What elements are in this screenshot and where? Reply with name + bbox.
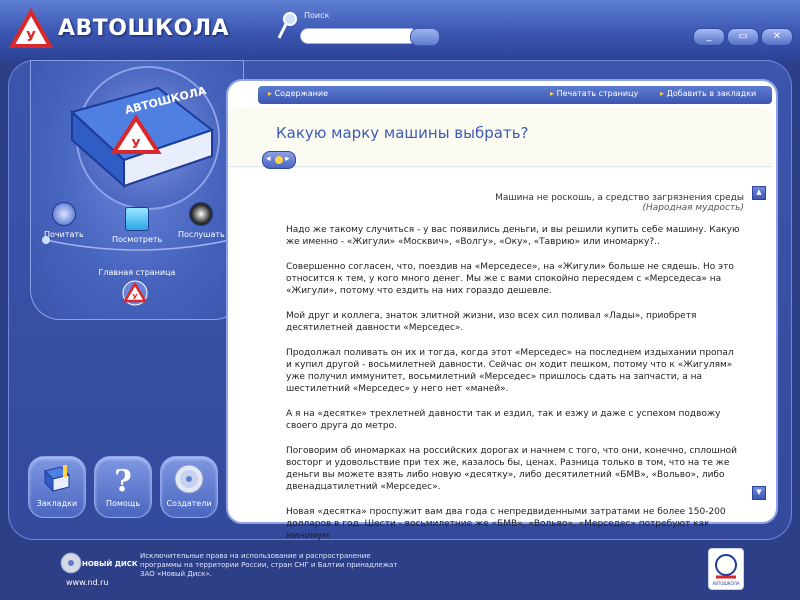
article-paragraph: Новая «десятка» проспужит вам два года с непредвиденными затратами не более 150-200 долларов в год. Шести - восьмилетние же «БМВ», «Вольво», «Мерседес» потребуют как минимум [286, 507, 726, 541]
article-paragraph: Продолжал поливать он их и тогда, когда этот «Мерседес» на последнем издыхании пропал и купил другой - восьмилетней давности. Сейчас он ходит пешком, потому что к «Жигулям» уже получил иммунитет, восьмилетний «Мерседес» пришлось сдать на запчасти, а на шестилетний «Мерседес» у него нет «маней». [286, 348, 734, 394]
nav-read[interactable] [44, 202, 84, 239]
book-cover-icon[interactable] [66, 86, 216, 196]
svg-text:У: У [132, 293, 138, 301]
badge-text: АВТОШКОЛА [712, 581, 740, 586]
svg-text:?: ? [114, 464, 132, 499]
epigraph-source: (Народная мудрость) [642, 203, 744, 213]
bookmarks-button[interactable] [28, 456, 86, 518]
warning-triangle-logo-icon [10, 10, 52, 48]
question-mark-icon [107, 463, 139, 499]
prev-arrow-icon[interactable]: ◂ [266, 154, 271, 164]
nav-read-label: Почитать [44, 230, 84, 239]
speaker-icon [189, 202, 213, 226]
article-body [286, 224, 742, 541]
next-arrow-icon[interactable]: ▸ [285, 154, 290, 164]
scroll-up-icon[interactable]: ▲ [752, 186, 766, 200]
search-input[interactable] [300, 28, 418, 44]
article-paragraph: Совершенно согласен, что, поездив на «Мерседесе», на «Жигули» больше не сядешь. Но это относится к тем, у кого много денег. Мы же с вами спокойно пересядем с «Мерседеса» на «Жигули», потому что ездить на них гораздо дешевле. [286, 262, 734, 296]
nav-watch-label: Посмотреть [112, 235, 163, 244]
disk-label: НОВЫЙ ДИСК [82, 560, 138, 568]
novy-disk-logo-icon [60, 552, 138, 574]
home-triangle-icon[interactable] [120, 279, 150, 305]
tab-contents[interactable]: ▸ Содержание [268, 89, 328, 98]
svg-text:У: У [25, 30, 37, 45]
film-icon [125, 207, 149, 231]
creators-button[interactable] [160, 456, 218, 518]
epigraph [495, 193, 744, 213]
scroll-down-icon[interactable]: ▼ [752, 486, 766, 500]
award-badge-icon [708, 548, 744, 590]
restore-button[interactable]: ▭ [727, 28, 759, 46]
cd-disc-icon [173, 463, 205, 495]
app-title: АВТОШКОЛА [58, 16, 230, 41]
search-label: Поиск [304, 11, 330, 20]
copyright-text: Исключительные права на использование и распространение программы на территории России, стран СНГ и Балтии принадлежат ЗАО «Новый Диск». [140, 552, 398, 578]
tab-add-bookmark[interactable]: ▸ Добавить в закладки [660, 89, 756, 98]
nav-watch[interactable] [112, 207, 162, 244]
creators-label: Создатели [166, 499, 212, 508]
book-cover-letter: У [131, 137, 141, 151]
site-link[interactable]: www.nd.ru [66, 578, 109, 587]
page-title: Какую марку машины выбрать? [276, 124, 529, 142]
bookmarks-label: Закладки [36, 499, 78, 508]
close-button[interactable]: ✕ [761, 28, 793, 46]
article-paragraph: Поговорим об иномарках на российских дорогах и начнем с того, что они, конечно, сплошной восторг и удовольствие при тех же, казалось бы, ценах. Разница только в том, что на те же деньги вы можете взять либо новую «десятку», либо десятилетний «БМВ», «Вольво», либо двенадцатилетний «Мерседес». [286, 446, 737, 492]
article-scrollbar[interactable] [752, 186, 764, 498]
home-label: Главная страница [98, 268, 176, 277]
search-go-button[interactable] [410, 28, 440, 46]
epigraph-text: Машина не роскошь, а средство загрязнения среды [495, 193, 744, 203]
article-paragraph: Надо же такому случиться - у вас появились деньги, и вы решили купить себе машину. Какую же именно - «Жигули» «Москвич», «Волгу», «Оку», «Таврию» или иномарку?.. [286, 225, 740, 247]
article-paragraph: Мой друг и коллега, знаток элитной жизни, изо всех сил поливал «Лады», приобретя десятилетней давности «Мерседес». [286, 311, 697, 333]
article-paragraph: А я на «десятке» трехлетней давности так и ездил, так и езжу и даже с успехом подвожу своего друга до метро. [286, 409, 721, 431]
bookmark-book-icon [41, 463, 73, 495]
book-cover-title: АВТОШКОЛА [123, 84, 208, 117]
nav-listen-label: Послушать [178, 230, 225, 239]
page-nav-arrows[interactable] [262, 151, 296, 169]
magnifier-search-icon[interactable] [276, 10, 298, 42]
minimize-button[interactable]: _ [693, 28, 725, 46]
tab-print-page[interactable]: ▸ Печатать страницу [550, 89, 638, 98]
headline-divider [228, 166, 772, 167]
help-button[interactable] [94, 456, 152, 518]
nav-dot-icon [275, 156, 283, 164]
nav-listen[interactable] [178, 202, 225, 239]
page-icon [52, 202, 76, 226]
help-label: Помощь [105, 499, 141, 508]
